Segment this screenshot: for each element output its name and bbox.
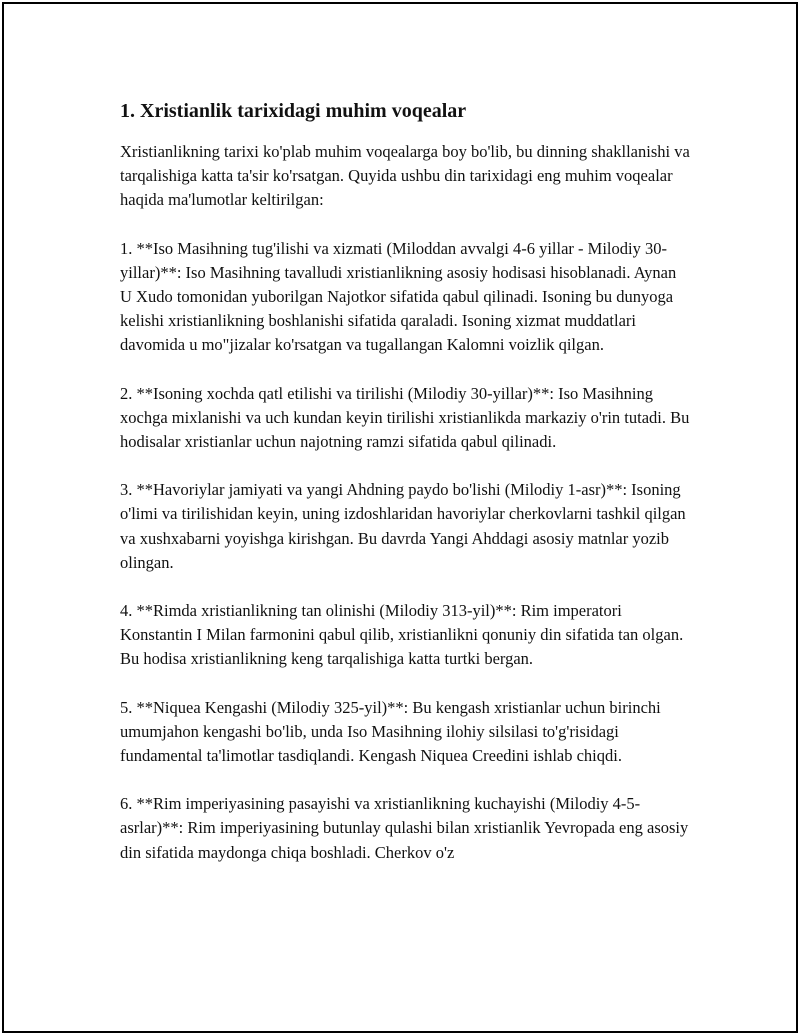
event-paragraph-4: 4. **Rimda xristianlikning tan olinishi (Milodiy 313-yil)**: Rim imperatori Konstantin I Milan farmonini qabul qilib, xristianlikni qonuniy din sifatida tan olgan. Bu hodisa xristianlikning keng tarqalishiga katta turtki bergan. (120, 601, 684, 669)
intro-paragraph: Xristianlikning tarixi ko'plab muhim voqealarga boy bo'lib, bu dinning shakllanishi va tarqalishiga katta ta'sir ko'rsatgan. Quyida ushbu din tarixidagi eng muhim voqealar haqida ma'lumotlar keltirilgan: (120, 142, 690, 210)
event-paragraph-6: 6. **Rim imperiyasining pasayishi va xristianlikning kuchayishi (Milodiy 4-5-asrlar)**: Rim imperiyasining butunlay qulashi bilan xristianlik Yevropada eng asosiy din sifatida maydonga chiqa boshladi. Cherkov o'z (120, 794, 689, 862)
event-paragraph-3: 3. **Havoriylar jamiyati va yangi Ahdning paydo bo'lishi (Milodiy 1-asr)**: Isoning o'limi va tirilishidan keyin, uning izdoshlaridan havoriylar cherkovlarni tashkil qilgan va xushxabarni yoyishga kirishgan. Bu davrda Yangi Ahddagi asosiy matnlar yozib olingan. (120, 480, 686, 572)
document-body (120, 98, 692, 889)
event-paragraph-1: 1. **Iso Masihning tug'ilishi va xizmati (Miloddan avvalgi 4-6 yillar - Milodiy 30-yillar)**: Iso Masihning tavalludi xristianlikning asosiy hodisasi hisoblanadi. Aynan U Xudo tomonidan yuborilgan Najotkor sifatida qabul qilinadi. Isoning bu dunyoga kelishi xristianlikning boshlanishi sifatida qaraladi. Isoning xizmat muddatlari davomida u mo"jizalar ko'rsatgan va tugallangan Kalomni voizlik qilgan. (120, 238, 677, 355)
event-paragraph-5: 5. **Niquea Kengashi (Milodiy 325-yil)**: Bu kengash xristianlar uchun birinchi umumjahon kengashi bo'lib, unda Iso Masihning ilohiy silsilasi to'g'risidagi fundamental ta'limotlar tasdiqlandi. Kengash Niquea Creedini ishlab chiqdi. (120, 697, 661, 766)
document-title: 1. Xristianlik tarixidagi muhim voqealar (120, 100, 467, 122)
event-paragraph-2: 2. **Isoning xochda qatl etilishi va tirilishi (Milodiy 30-yillar)**: Iso Masihning xochga mixlanishi va uch kundan keyin tirilishi xristianlikda markaziy o'rin tutadi. Bu hodisalar xristianlar uchun najotning ramzi sifatida qabul qilinadi. (120, 383, 690, 452)
document-page (2, 2, 798, 1033)
